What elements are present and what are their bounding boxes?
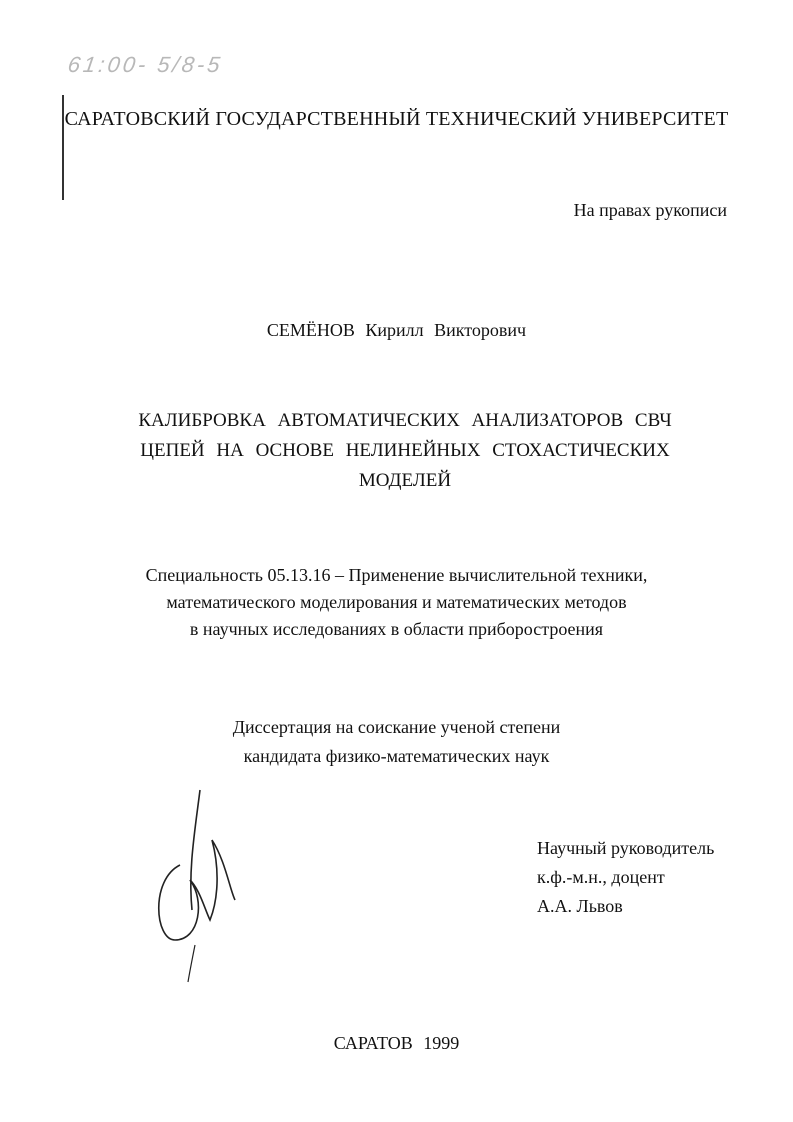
- specialty-line: Специальность 05.13.16 – Применение вычислительной техники,: [145, 565, 648, 585]
- title-line: КАЛИБРОВКА АВТОМАТИЧЕСКИХ АНАЛИЗАТОРОВ СВЧ: [138, 410, 672, 431]
- university-name: САРАТОВСКИЙ ГОСУДАРСТВЕННЫЙ ТЕХНИЧЕСКИЙ УНИВЕРСИТЕТ: [64, 108, 729, 130]
- supervisor-block: [537, 834, 714, 921]
- specialty-line: в научных исследованиях в области приборостроения: [189, 619, 604, 639]
- degree-block: [0, 713, 793, 771]
- supervisor-line: Научный руководитель: [537, 838, 715, 858]
- supervisor-line: А.А. Львов: [537, 896, 623, 916]
- handwritten-signature: [140, 770, 250, 990]
- dissertation-title: [60, 406, 750, 496]
- degree-line: Диссертация на соискание ученой степени: [232, 717, 561, 737]
- archive-stamp: 61:00- 5/8-5: [66, 52, 225, 77]
- supervisor-line: к.ф.-м.н., доцент: [537, 867, 665, 887]
- author-name: СЕМЁНОВ Кирилл Викторович: [266, 320, 527, 340]
- title-line: МОДЕЛЕЙ: [358, 470, 452, 491]
- specialty-block: [40, 562, 753, 643]
- rights-note: На правах рукописи: [573, 200, 727, 220]
- specialty-line: математического моделирования и математических методов: [166, 592, 627, 612]
- title-line: ЦЕПЕЙ НА ОСНОВЕ НЕЛИНЕЙНЫХ СТОХАСТИЧЕСКИХ: [140, 440, 670, 461]
- city-year: САРАТОВ 1999: [333, 1033, 460, 1053]
- degree-line: кандидата физико-математических наук: [243, 746, 550, 766]
